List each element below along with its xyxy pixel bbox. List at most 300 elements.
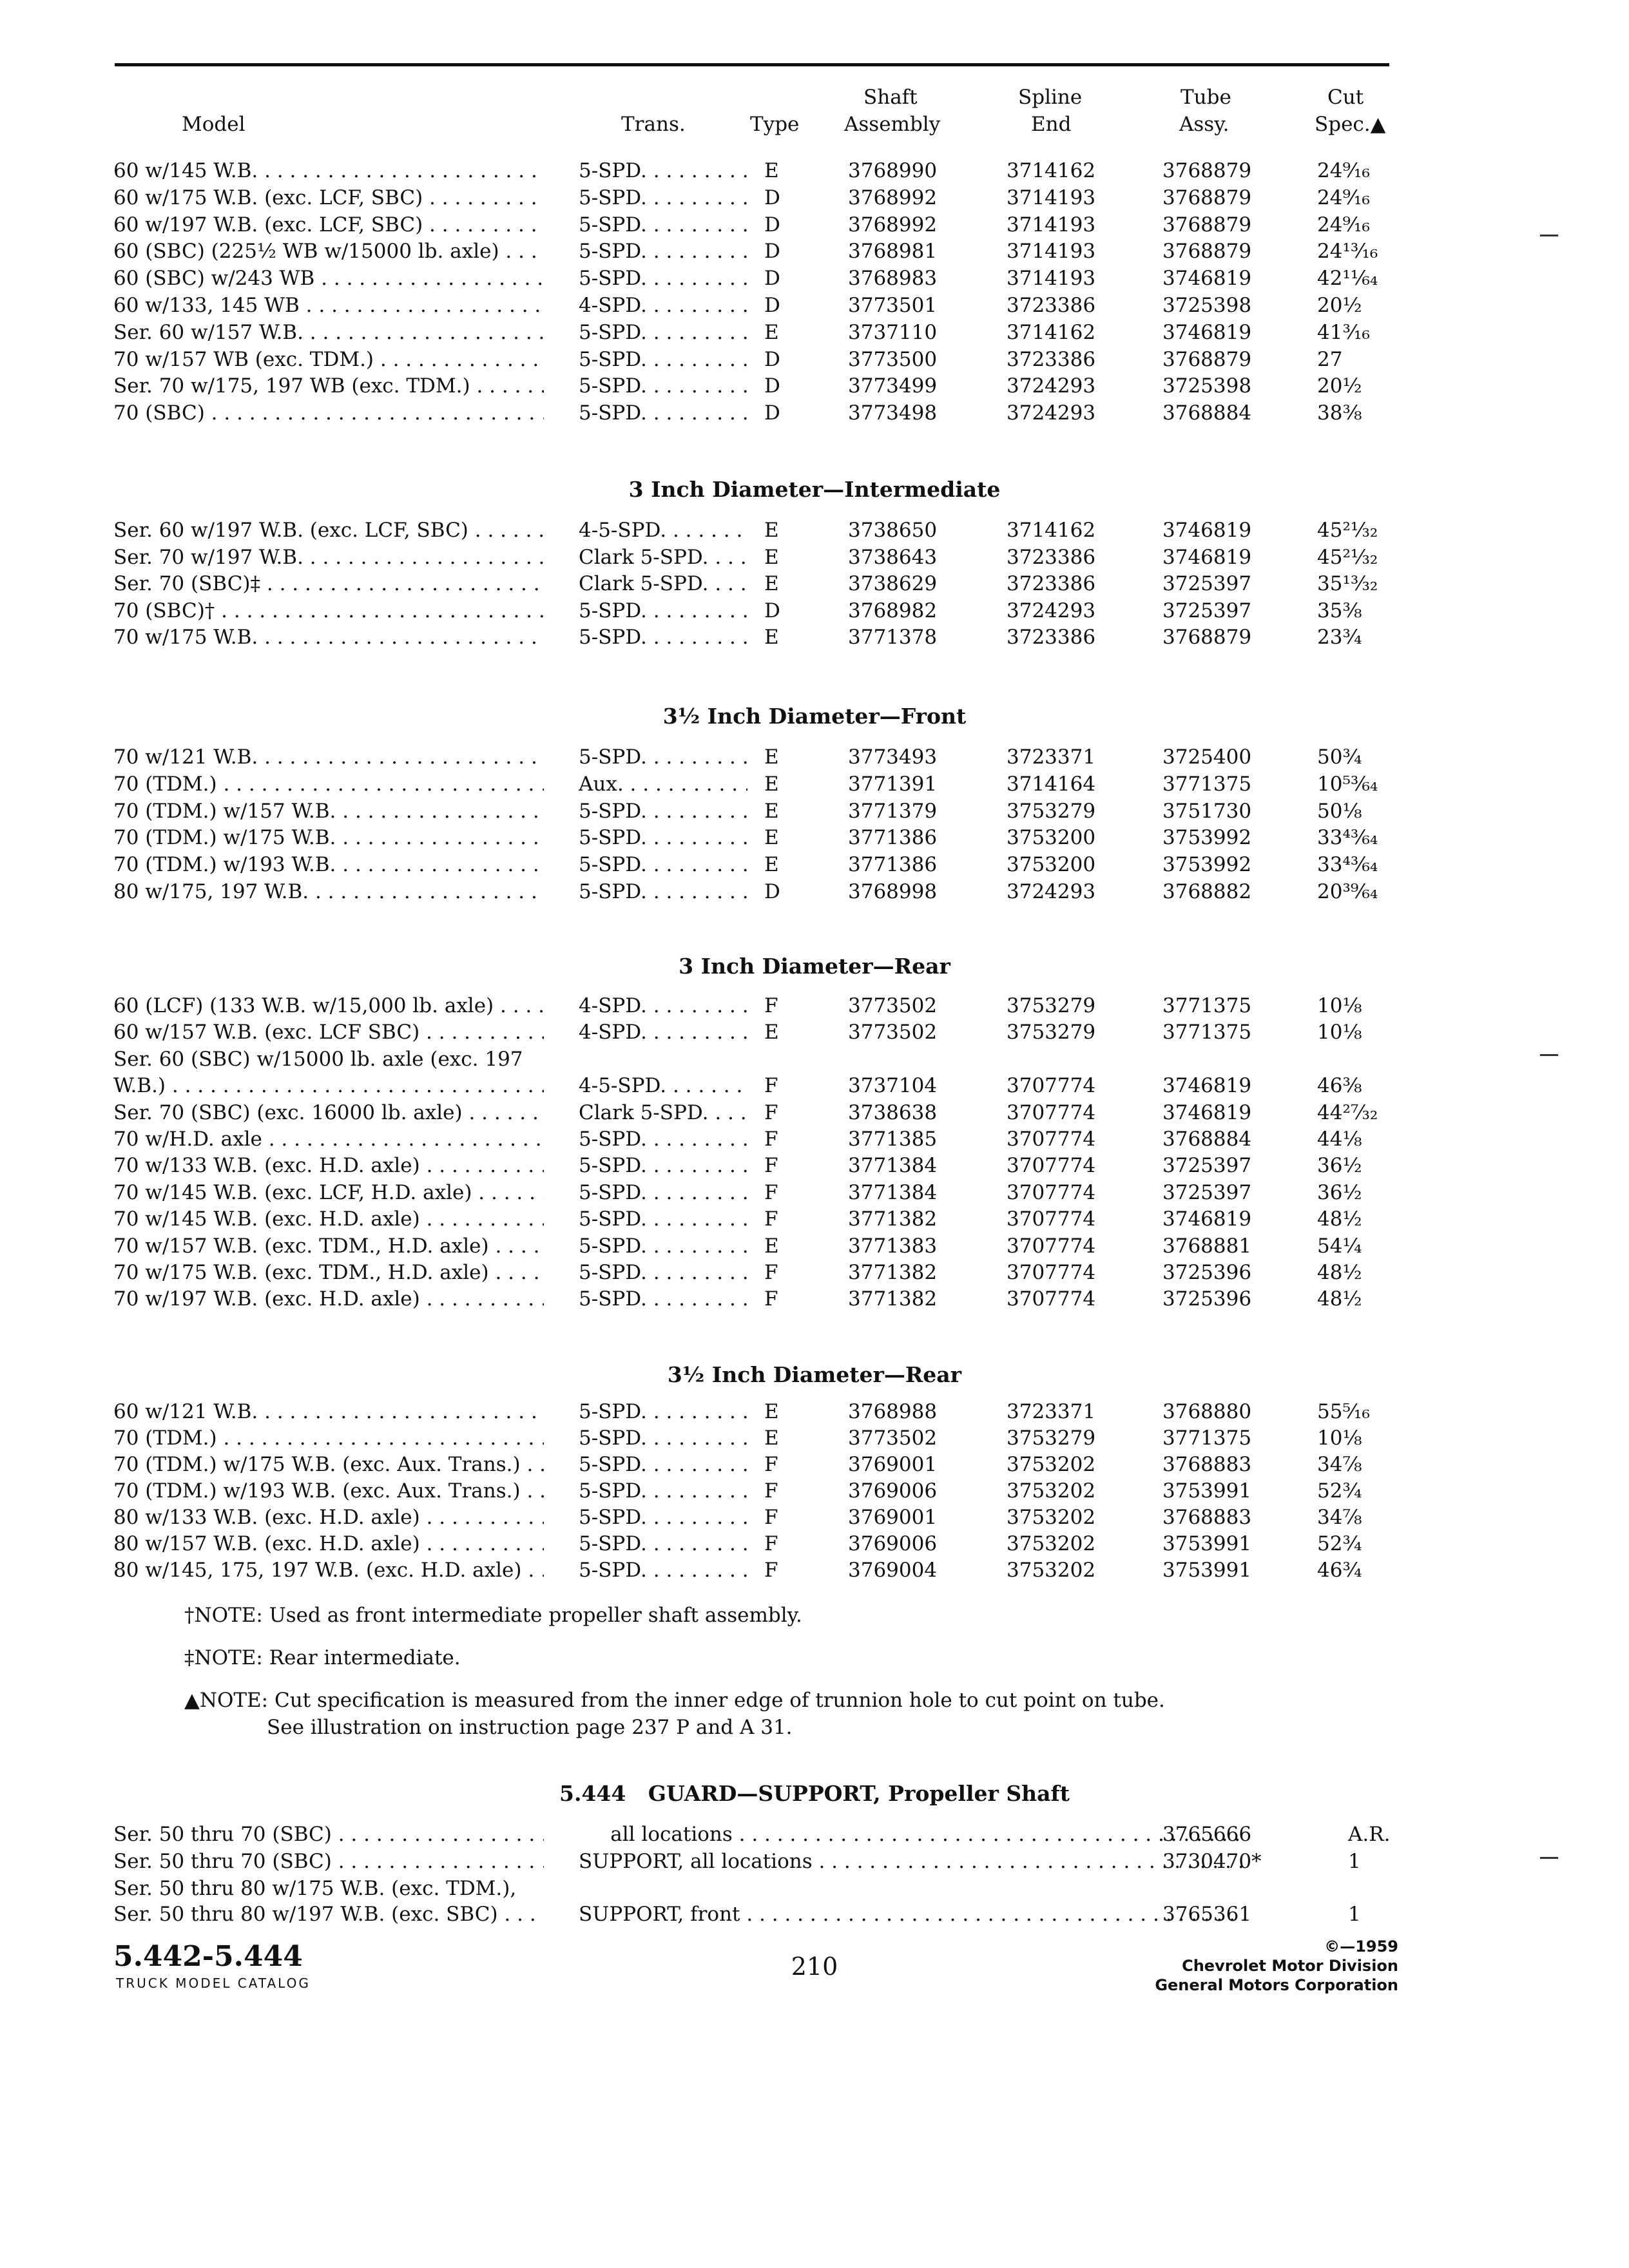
cell-cut-spec: 10⁵³⁄₆₄ [1317, 772, 1378, 796]
cell-cut-spec: 44⅛ [1317, 1128, 1362, 1151]
cell-type: D [764, 347, 780, 371]
cell-type: D [764, 294, 780, 317]
section-heading-intermediate: 3 Inch Diameter—Intermediate [628, 477, 1001, 502]
table-row [113, 346, 1402, 373]
cell-type: E [764, 320, 779, 344]
cell-shaft-assembly: 3768988 [848, 1400, 938, 1423]
cell-type: E [764, 1234, 779, 1258]
cell-cut-spec: 34⅞ [1317, 1506, 1362, 1529]
cell-type: E [764, 545, 779, 569]
cell-type: F [764, 1074, 778, 1098]
cell-model: 70 (SBC) . . . [113, 399, 544, 427]
list-item [113, 1848, 1402, 1875]
col-header-cut-1: Cut [1327, 86, 1364, 109]
cell-tube-assy: 3753992 [1162, 826, 1252, 850]
cell-spline-end: 3753279 [1007, 994, 1096, 1017]
cell-spline-end: 3724293 [1007, 374, 1096, 398]
cell-trans: 5-SPD. . . . [579, 1259, 747, 1286]
cell-model: 70 w/145 W.B. (exc. H.D. axle) . . . [113, 1206, 544, 1233]
cell-tube-assy: 3753991 [1162, 1559, 1252, 1582]
cell-cut-spec: 27 [1317, 347, 1343, 371]
table-row [113, 771, 1402, 798]
cell-cut-spec: 48½ [1317, 1207, 1362, 1231]
cell-tube-assy: 3746819 [1162, 1100, 1252, 1124]
cell-model: 70 (TDM.) w/193 W.B. (exc. Aux. Trans.) . . . [113, 1477, 544, 1504]
cell-spline-end: 3714193 [1007, 186, 1096, 209]
cell-cut-spec: 55⁵⁄₁₆ [1317, 1400, 1370, 1423]
cell-model: 70 w/133 W.B. (exc. H.D. axle) . . . [113, 1152, 544, 1179]
cell-spline-end: 3753202 [1007, 1506, 1096, 1529]
cell-type: D [764, 267, 780, 291]
cell-model: 80 w/175, 197 W.B. . . . [113, 878, 544, 905]
cell-spline-end: 3753200 [1007, 853, 1096, 877]
cell-model: 60 w/121 W.B. . . . [113, 1398, 544, 1425]
table-row [113, 1046, 1402, 1073]
footer-copyright: ©—1959 [1324, 1937, 1398, 1956]
cell-trans: Clark 5-SPD. . . . [579, 544, 747, 571]
cell-type: F [764, 1207, 778, 1231]
cell-spline-end: 3707774 [1007, 1154, 1096, 1178]
cell-cut-spec: 10⅛ [1317, 1427, 1362, 1450]
cell-spline-end: 3723386 [1007, 545, 1096, 569]
cell-shaft-assembly: 3771386 [848, 853, 938, 877]
cell-type: E [764, 853, 779, 877]
cell-model: 60 w/175 W.B. (exc. LCF, SBC) . . . [113, 184, 544, 211]
guard-heading [0, 1780, 1629, 1808]
cell-cut-spec: 46¾ [1317, 1559, 1362, 1582]
cell-tube-assy: 3725397 [1162, 572, 1252, 595]
cell-spline-end: 3707774 [1007, 1100, 1096, 1124]
cell-model: 80 w/145, 175, 197 W.B. (exc. H.D. axle) . . . [113, 1557, 544, 1584]
cell-model: 70 w/145 W.B. (exc. LCF, H.D. axle) . . . [113, 1179, 544, 1206]
cell-trans: 5-SPD. . . . [579, 624, 747, 651]
cell-shaft-assembly: 3771391 [848, 772, 938, 796]
col-header-trans: Trans. [621, 113, 686, 136]
col-header-type: Type [750, 113, 800, 136]
table-row [113, 1530, 1402, 1557]
cell-shaft-assembly: 3738638 [848, 1100, 938, 1124]
cell-cut-spec: 24⁹⁄₁₆ [1317, 159, 1370, 182]
cell-shaft-assembly: 3738629 [848, 572, 938, 595]
cell-tube-assy: 3771375 [1162, 772, 1252, 796]
cell-model: 70 (TDM.) w/157 W.B. . . . [113, 798, 544, 825]
cell-type: E [764, 519, 779, 542]
table-row [113, 544, 1402, 571]
cell-cut-spec: 45²¹⁄₃₂ [1317, 545, 1378, 569]
cell-shaft-assembly: 3768992 [848, 186, 938, 209]
cell-shaft-assembly: 3771382 [848, 1287, 938, 1311]
cell-tube-assy: 3768884 [1162, 401, 1252, 425]
cell-tube-assy: 3771375 [1162, 1427, 1252, 1450]
cell-tube-assy: 3725396 [1162, 1287, 1252, 1311]
cell-tube-assy: 3768879 [1162, 240, 1252, 264]
cell-cut-spec: 34⅞ [1317, 1453, 1362, 1476]
cell-spline-end: 3714193 [1007, 240, 1096, 264]
cell-cut-spec: 48½ [1317, 1287, 1362, 1311]
cell-type: E [764, 745, 779, 769]
cell-model: Ser. 70 w/197 W.B. . . . [113, 544, 544, 571]
cell-cut-spec: 35⅜ [1317, 599, 1362, 622]
col-header-spline-2: End [1031, 113, 1072, 136]
cell-cut-spec: 46⅜ [1317, 1074, 1362, 1098]
cell-type: E [764, 159, 779, 182]
cell-type: D [764, 880, 780, 903]
guard-description: SUPPORT, front . . . [579, 1901, 1246, 1928]
cell-trans: 5-SPD. . . . [579, 184, 747, 211]
cell-cut-spec: 20³⁹⁄₆₄ [1317, 880, 1378, 903]
cell-shaft-assembly: 3773502 [848, 1021, 938, 1044]
cell-model: 70 w/197 W.B. (exc. H.D. axle) . . . [113, 1285, 544, 1312]
table-row [113, 372, 1402, 399]
cell-shaft-assembly: 3771382 [848, 1261, 938, 1284]
col-header-shaft-1: Shaft [863, 86, 918, 109]
table-row [113, 1285, 1402, 1312]
list-item [113, 1875, 1402, 1902]
cell-shaft-assembly: 3768982 [848, 599, 938, 622]
cell-model: 70 (TDM.) w/175 W.B. (exc. Aux. Trans.) . . . [113, 1451, 544, 1478]
cell-trans: 5-SPD. . . . [579, 265, 747, 292]
cell-model: 70 (TDM.) . . . [113, 771, 544, 798]
cell-shaft-assembly: 3769006 [848, 1479, 938, 1503]
cell-cut-spec: 33⁴³⁄₆₄ [1317, 826, 1378, 850]
cell-type: D [764, 599, 780, 622]
cell-model: 70 (TDM.) . . . [113, 1425, 544, 1452]
cell-cut-spec: 20½ [1317, 294, 1362, 317]
cell-shaft-assembly: 3769001 [848, 1453, 938, 1476]
margin-mark [1540, 1857, 1558, 1859]
cell-tube-assy: 3768883 [1162, 1453, 1252, 1476]
table-row [113, 597, 1402, 624]
cell-type: F [764, 1559, 778, 1582]
cell-spline-end: 3724293 [1007, 401, 1096, 425]
table-row [113, 1477, 1402, 1504]
cell-tube-assy: 3768883 [1162, 1506, 1252, 1529]
cell-trans: 5-SPD. . . . [579, 211, 747, 238]
cell-model: 70 w/H.D. axle . . . [113, 1126, 544, 1153]
cell-cut-spec: 24¹³⁄₁₆ [1317, 240, 1378, 264]
cell-tube-assy: 3725398 [1162, 294, 1252, 317]
cell-cut-spec: 38⅜ [1317, 401, 1362, 425]
cell-shaft-assembly: 3773502 [848, 1427, 938, 1450]
guard-part-number: 3765361 [1162, 1903, 1252, 1926]
note-rear-intermediate: ‡NOTE: Rear intermediate. [184, 1646, 461, 1669]
section-heading-rear-3in: 3 Inch Diameter—Rear [679, 954, 950, 979]
cell-type: E [764, 772, 779, 796]
cell-type: E [764, 1427, 779, 1450]
table-row [113, 1126, 1402, 1153]
cell-model: 80 w/157 W.B. (exc. H.D. axle) . . . [113, 1530, 544, 1557]
table-row [113, 1099, 1402, 1126]
section-heading-rear-3-5in: 3½ Inch Diameter—Rear [667, 1362, 962, 1387]
cell-trans: 5-SPD. . . . [579, 744, 747, 771]
cell-shaft-assembly: 3768998 [848, 880, 938, 903]
cell-model: Ser. 70 w/175, 197 WB (exc. TDM.) . . . [113, 372, 544, 399]
table-row [113, 211, 1402, 238]
cell-tube-assy: 3768879 [1162, 159, 1252, 182]
cell-tube-assy: 3746819 [1162, 545, 1252, 569]
cell-cut-spec: 52¾ [1317, 1479, 1362, 1503]
cell-cut-spec: 35¹³⁄₃₂ [1317, 572, 1378, 595]
cell-tube-assy: 3768879 [1162, 186, 1252, 209]
table-row [113, 798, 1402, 825]
cell-model: 80 w/133 W.B. (exc. H.D. axle) . . . [113, 1504, 544, 1531]
table-row [113, 292, 1402, 319]
cell-spline-end: 3723371 [1007, 1400, 1096, 1423]
cell-trans: 4-SPD. . . . [579, 1019, 747, 1046]
cell-shaft-assembly: 3771384 [848, 1180, 938, 1204]
table-row [113, 517, 1402, 544]
cell-cut-spec: 24⁹⁄₁₆ [1317, 186, 1370, 209]
guard-description: all locations . . . [579, 1821, 1246, 1848]
cell-shaft-assembly: 3773498 [848, 401, 938, 425]
cell-trans: 5-SPD. . . . [579, 1206, 747, 1233]
guard-section-number: 5.444 [559, 1781, 626, 1806]
cell-spline-end: 3707774 [1007, 1128, 1096, 1151]
cell-model: Ser. 60 w/157 W.B. . . . [113, 319, 544, 346]
table-row [113, 824, 1402, 851]
cell-tube-assy: 3768879 [1162, 626, 1252, 649]
cell-spline-end: 3707774 [1007, 1234, 1096, 1258]
cell-spline-end: 3707774 [1007, 1074, 1096, 1098]
cell-trans: 4-SPD. . . . [579, 292, 747, 319]
guard-part-number: 3730470* [1162, 1850, 1262, 1873]
cell-tube-assy: 3725397 [1162, 1180, 1252, 1204]
cell-model: 70 (TDM.) w/175 W.B. . . . [113, 824, 544, 851]
cell-type: E [764, 572, 779, 595]
cell-trans: 5-SPD. . . . [579, 878, 747, 905]
cell-type: F [764, 1180, 778, 1204]
cell-trans: 5-SPD. . . . [579, 372, 747, 399]
cell-cut-spec: 44²⁷⁄₃₂ [1317, 1100, 1378, 1124]
cell-cut-spec: 10⅛ [1317, 994, 1362, 1017]
cell-spline-end: 3707774 [1007, 1180, 1096, 1204]
cell-cut-spec: 45²¹⁄₃₂ [1317, 519, 1378, 542]
table-row [113, 992, 1402, 1019]
note-cut-spec-illustration: See illustration on instruction page 237 P and A 31. [267, 1716, 793, 1739]
cell-trans: 5-SPD. . . . [579, 1530, 747, 1557]
cell-type: E [764, 826, 779, 850]
cell-tube-assy: 3725397 [1162, 1154, 1252, 1178]
cell-cut-spec: 41³⁄₁₆ [1317, 320, 1370, 344]
table-row [113, 319, 1402, 346]
cell-shaft-assembly: 3771384 [848, 1154, 938, 1178]
footer-page-number: 210 [791, 1952, 838, 1981]
footer-publisher [1083, 1937, 1398, 1995]
cell-tube-assy: 3725400 [1162, 745, 1252, 769]
cell-spline-end: 3753202 [1007, 1479, 1096, 1503]
cell-trans: 5-SPD. . . . [579, 1451, 747, 1478]
margin-mark [1540, 235, 1558, 236]
cell-trans: 5-SPD. . . . [579, 157, 747, 184]
table-row [113, 744, 1402, 771]
cell-spline-end: 3714164 [1007, 772, 1096, 796]
table-row [113, 1179, 1402, 1206]
cell-model: Ser. 60 w/197 W.B. (exc. LCF, SBC) . . . [113, 517, 544, 544]
cell-trans: 5-SPD. . . . [579, 824, 747, 851]
cell-model: 70 w/157 WB (exc. TDM.) . . . [113, 346, 544, 373]
cell-shaft-assembly: 3771386 [848, 826, 938, 850]
cell-trans: 5-SPD. . . . [579, 399, 747, 427]
footer-section-range: 5.442-5.444 [113, 1940, 303, 1973]
cell-spline-end: 3714162 [1007, 320, 1096, 344]
cell-tube-assy: 3768882 [1162, 880, 1252, 903]
table-row [113, 1206, 1402, 1233]
cell-model: Ser. 60 (SBC) w/15000 lb. axle (exc. 197 [113, 1047, 523, 1071]
cell-tube-assy: 3768884 [1162, 1128, 1252, 1151]
guard-quantity: 1 [1348, 1850, 1361, 1873]
cell-model: Ser. 70 (SBC) (exc. 16000 lb. axle) . . . [113, 1099, 544, 1126]
table-row [113, 157, 1402, 184]
cell-trans: 5-SPD. . . . [579, 346, 747, 373]
cell-tube-assy: 3725396 [1162, 1261, 1252, 1284]
cell-cut-spec: 20½ [1317, 374, 1362, 398]
guard-description: SUPPORT, all locations . . . [579, 1848, 1246, 1875]
cell-spline-end: 3707774 [1007, 1287, 1096, 1311]
cell-tube-assy: 3771375 [1162, 994, 1252, 1017]
cell-spline-end: 3714193 [1007, 267, 1096, 291]
cell-model: 60 w/133, 145 WB . . . [113, 292, 544, 319]
cell-type: E [764, 1021, 779, 1044]
cell-model: 70 w/175 W.B. (exc. TDM., H.D. axle) . . . [113, 1259, 544, 1286]
table-row [113, 1425, 1402, 1452]
table-row [113, 238, 1402, 265]
cell-shaft-assembly: 3773502 [848, 994, 938, 1017]
section-heading-front: 3½ Inch Diameter—Front [662, 704, 967, 729]
cell-shaft-assembly: 3738643 [848, 545, 938, 569]
cell-trans: 4-SPD. . . . [579, 992, 747, 1019]
cell-shaft-assembly: 3771378 [848, 626, 938, 649]
table-row [113, 399, 1402, 427]
cell-spline-end: 3714193 [1007, 213, 1096, 236]
cell-cut-spec: 50⅛ [1317, 799, 1362, 823]
table-row [113, 851, 1402, 878]
footer-corporation: General Motors Corporation [1155, 1976, 1398, 1994]
cell-tube-assy: 3746819 [1162, 267, 1252, 291]
cell-shaft-assembly: 3773500 [848, 347, 938, 371]
cell-shaft-assembly: 3771385 [848, 1128, 938, 1151]
footer-division: Chevrolet Motor Division [1182, 1957, 1398, 1975]
cell-shaft-assembly: 3768983 [848, 267, 938, 291]
cell-cut-spec: 52¾ [1317, 1532, 1362, 1555]
cell-spline-end: 3723386 [1007, 572, 1096, 595]
cell-type: F [764, 1261, 778, 1284]
table-row [113, 624, 1402, 651]
cell-tube-assy: 3746819 [1162, 519, 1252, 542]
table-row [113, 1504, 1402, 1531]
cell-trans: 5-SPD. . . . [579, 319, 747, 346]
cell-shaft-assembly: 3768992 [848, 213, 938, 236]
cell-shaft-assembly: 3769004 [848, 1559, 938, 1582]
table-row [113, 1398, 1402, 1425]
cell-shaft-assembly: 3773501 [848, 294, 938, 317]
cell-trans: 5-SPD. . . . [579, 1152, 747, 1179]
cell-cut-spec: 54¼ [1317, 1234, 1362, 1258]
cell-shaft-assembly: 3768990 [848, 159, 938, 182]
cell-model: 60 w/157 W.B. (exc. LCF SBC) . . . [113, 1019, 544, 1046]
cell-tube-assy: 3746819 [1162, 1207, 1252, 1231]
table-row [113, 570, 1402, 597]
note-cut-spec: ▲NOTE: Cut specification is measured from the inner edge of trunnion hole to cut point on tube. [184, 1689, 1165, 1712]
cell-cut-spec: 10⅛ [1317, 1021, 1362, 1044]
cell-shaft-assembly: 3771379 [848, 799, 938, 823]
cell-tube-assy: 3768880 [1162, 1400, 1252, 1423]
cell-model: 60 w/197 W.B. (exc. LCF, SBC) . . . [113, 211, 544, 238]
cell-cut-spec: 42¹¹⁄₆₄ [1317, 267, 1378, 291]
cell-type: F [764, 1506, 778, 1529]
cell-type: F [764, 1479, 778, 1503]
cell-trans: 5-SPD. . . . [579, 851, 747, 878]
table-row [113, 878, 1402, 905]
cell-model: 70 w/121 W.B. . . . [113, 744, 544, 771]
cell-cut-spec: 50¾ [1317, 745, 1362, 769]
cell-shaft-assembly: 3737110 [848, 320, 938, 344]
cell-model: 70 w/157 W.B. (exc. TDM., H.D. axle) . . . [113, 1233, 544, 1260]
cell-model: W.B.) . . . [113, 1072, 544, 1099]
cell-type: D [764, 186, 780, 209]
cell-trans: 5-SPD. . . . [579, 1285, 747, 1312]
cell-type: F [764, 1453, 778, 1476]
guard-model: Ser. 50 thru 80 w/197 W.B. (exc. SBC) . . . [113, 1901, 544, 1928]
cell-trans: 5-SPD. . . . [579, 1477, 747, 1504]
cell-trans: Clark 5-SPD. . . . [579, 570, 747, 597]
margin-mark [1540, 1054, 1558, 1056]
cell-trans: 4-5-SPD. . . . [579, 517, 747, 544]
col-header-spline-1: Spline [1018, 86, 1083, 109]
cell-type: E [764, 799, 779, 823]
cell-shaft-assembly: 3771383 [848, 1234, 938, 1258]
cell-shaft-assembly: 3773493 [848, 745, 938, 769]
cell-tube-assy: 3753992 [1162, 853, 1252, 877]
cell-type: E [764, 626, 779, 649]
cell-tube-assy: 3768879 [1162, 213, 1252, 236]
cell-shaft-assembly: 3768981 [848, 240, 938, 264]
cell-cut-spec: 48½ [1317, 1261, 1362, 1284]
col-header-model: Model [182, 113, 246, 136]
table-row [113, 265, 1402, 292]
footer-catalog-name: TRUCK MODEL CATALOG [116, 1975, 311, 1991]
cell-type: F [764, 994, 778, 1017]
cell-type: F [764, 1154, 778, 1178]
cell-shaft-assembly: 3738650 [848, 519, 938, 542]
cell-spline-end: 3753279 [1007, 1427, 1096, 1450]
cell-spline-end: 3707774 [1007, 1261, 1096, 1284]
cell-tube-assy: 3771375 [1162, 1021, 1252, 1044]
cell-trans: 5-SPD. . . . [579, 238, 747, 265]
cell-tube-assy: 3753991 [1162, 1532, 1252, 1555]
table-row [113, 1557, 1402, 1584]
cell-type: D [764, 213, 780, 236]
cell-cut-spec: 33⁴³⁄₆₄ [1317, 853, 1378, 877]
cell-spline-end: 3724293 [1007, 880, 1096, 903]
cell-trans: 5-SPD. . . . [579, 1557, 747, 1584]
cell-tube-assy: 3751730 [1162, 799, 1252, 823]
cell-spline-end: 3714162 [1007, 519, 1096, 542]
cell-cut-spec: 23¾ [1317, 626, 1362, 649]
cell-spline-end: 3723386 [1007, 347, 1096, 371]
cell-trans: 5-SPD. . . . [579, 1233, 747, 1260]
cell-type: F [764, 1287, 778, 1311]
cell-model: 60 w/145 W.B. . . . [113, 157, 544, 184]
cell-spline-end: 3753279 [1007, 799, 1096, 823]
list-item [113, 1901, 1402, 1928]
guard-quantity: 1 [1348, 1903, 1361, 1926]
cell-spline-end: 3723371 [1007, 745, 1096, 769]
cell-trans: 5-SPD. . . . [579, 1126, 747, 1153]
cell-spline-end: 3753202 [1007, 1532, 1096, 1555]
guard-section-title: GUARD—SUPPORT, Propeller Shaft [648, 1781, 1070, 1806]
table-row [113, 1019, 1402, 1046]
cell-trans: 5-SPD. . . . [579, 798, 747, 825]
